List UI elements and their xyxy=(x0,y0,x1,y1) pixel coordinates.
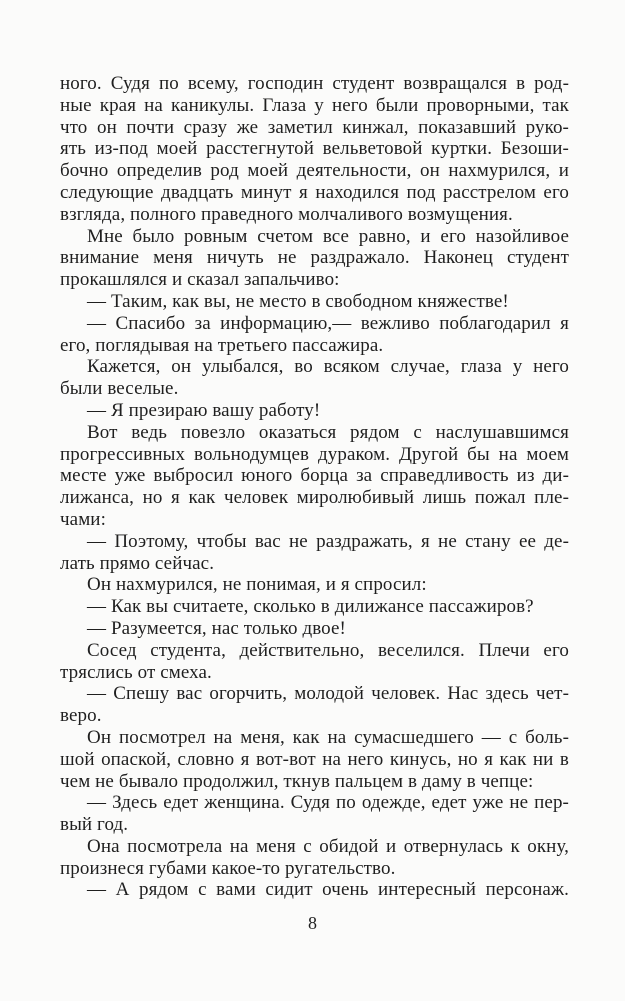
text-column xyxy=(60,73,569,901)
text-line: ные края на каникулы. Глаза у него были проворными, так xyxy=(60,94,569,116)
text-line: чами: xyxy=(60,508,106,530)
text-line: бочно определив род моей деятельности, он нахмурился, и xyxy=(60,160,569,182)
text-line: — Спасибо за информацию,— вежливо поблагодарил я xyxy=(87,312,569,334)
text-line: Кажется, он улыбался, во всяком случае, глаза у него xyxy=(87,356,569,378)
paragraph xyxy=(60,879,569,901)
text-line: лижанса, но я как человек миролюбивый лишь пожал пле- xyxy=(60,487,569,509)
paragraph xyxy=(60,422,569,531)
text-line: — А рядом с вами сидит очень интересный персонаж. xyxy=(87,879,569,901)
text-line: ного. Судя по всему, господин студент возвращался в род- xyxy=(60,73,569,94)
text-line: взгляда, полного праведного молчаливого возмущения. xyxy=(60,203,513,225)
page-number: 8 xyxy=(308,913,317,933)
text-line: прокашлялся и сказал запальчиво: xyxy=(60,269,340,291)
text-line: вый год. xyxy=(60,814,129,836)
text-line: лать прямо сейчас. xyxy=(60,552,215,574)
text-line: Мне было ровным счетом все равно, и его назойливое xyxy=(87,225,569,247)
text-line: — Поэтому, чтобы вас не раздражать, я не стану ее де- xyxy=(87,530,569,552)
text-line: — Как вы считаете, сколько в дилижансе пассажиров? xyxy=(87,596,534,618)
text-line: — Таким, как вы, не место в свободном княжестве! xyxy=(87,290,509,312)
text-line: Вот ведь повезло оказаться рядом с наслушавшимся xyxy=(87,421,569,443)
text-line: Он нахмурился, не понимая, и я спросил: xyxy=(87,574,427,596)
paragraph xyxy=(60,73,569,226)
text-line: следующие двадцать минут я находился под расстрелом его xyxy=(60,181,569,203)
text-line: месте уже выбросил юного борца за справедливость из ди- xyxy=(60,465,569,487)
text-line: — Разумеется, нас только двое! xyxy=(87,617,346,639)
paragraph xyxy=(60,683,569,727)
text-line: веро. xyxy=(60,705,102,727)
text-line: его, поглядывая на третьего пассажира. xyxy=(60,334,384,356)
text-line: внимание меня ничуть не раздражало. Наконец студент xyxy=(60,247,569,269)
text-line: были веселые. xyxy=(60,378,179,400)
paragraph xyxy=(60,618,569,640)
text-line: тряслись от смеха. xyxy=(60,661,212,683)
paragraph xyxy=(60,640,569,684)
text-line: ять из-под моей расстегнутой вельветовой куртки. Безоши- xyxy=(60,138,569,160)
text-line: произнеся губами какое-то ругательство. xyxy=(60,857,396,879)
text-line: — Я презираю вашу работу! xyxy=(87,399,321,421)
paragraph xyxy=(60,226,569,291)
text-line: — Здесь едет женщина. Судя по одежде, едет уже не пер- xyxy=(87,792,569,814)
paragraph xyxy=(60,596,569,618)
paragraph xyxy=(60,531,569,575)
text-line: Она посмотрела на меня с обидой и отвернулась к окну, xyxy=(87,835,569,857)
paragraph xyxy=(60,727,569,792)
paragraph xyxy=(60,400,569,422)
text-line: прогрессивных вольнодумцев дураком. Другой бы на моем xyxy=(60,443,569,465)
text-line: чем не бывало продолжил, ткнув пальцем в даму в чепце: xyxy=(60,770,534,792)
paragraph xyxy=(60,356,569,400)
paragraph xyxy=(60,574,569,596)
text-line: что он почти сразу же заметил кинжал, показавший руко- xyxy=(60,116,569,138)
paragraph xyxy=(60,792,569,836)
paragraph xyxy=(60,313,569,357)
text-line: Он посмотрел на меня, как на сумасшедшего — с боль- xyxy=(87,726,569,748)
text-line: шой опаской, словно я вот-вот на него кинусь, но я как ни в xyxy=(60,748,569,770)
text-line: Сосед студента, действительно, веселился. Плечи его xyxy=(87,639,569,661)
paragraph xyxy=(60,291,569,313)
text-line: — Спешу вас огорчить, молодой человек. Нас здесь чет- xyxy=(87,683,569,705)
paragraph xyxy=(60,836,569,880)
